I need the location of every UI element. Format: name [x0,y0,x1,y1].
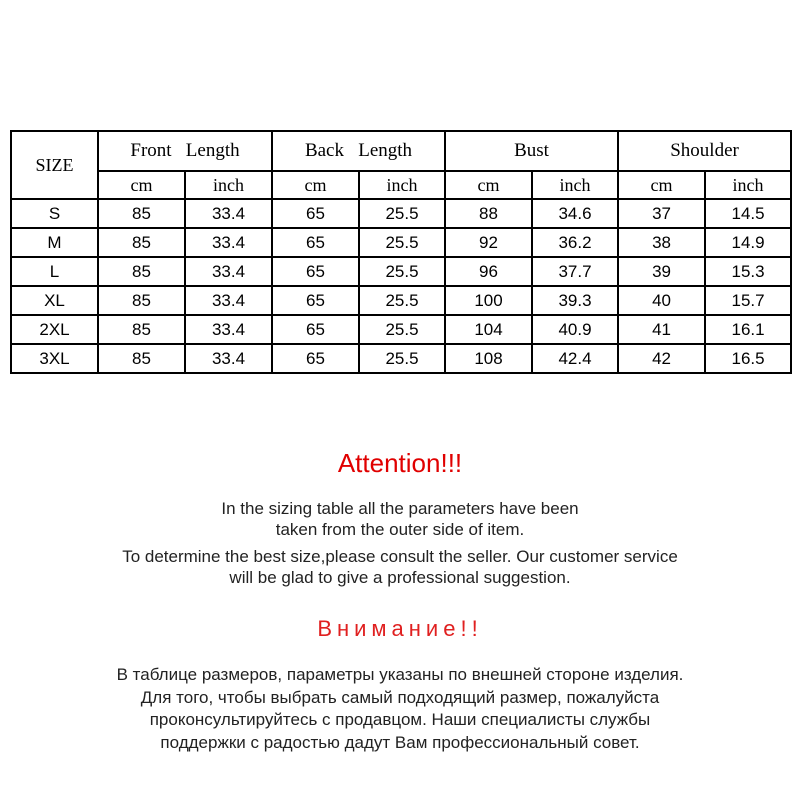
english-notice-line: To determine the best size,please consult the seller. Our customer service [122,547,678,566]
table-cell: 25.5 [359,286,445,315]
table-row [11,344,791,373]
unit-header-inch: inch [185,171,272,199]
size-cell: M [11,228,98,257]
attention-title: Attention!!! [337,448,463,478]
unit-header-cm: cm [445,171,532,199]
size-chart-table [10,130,792,374]
shoulder-header: Shoulder [618,131,791,171]
unit-header-cm: cm [272,171,359,199]
table-cell: 33.4 [185,199,272,228]
table-row [11,315,791,344]
table-cell: 25.5 [359,257,445,286]
size-header: SIZE [11,131,98,199]
table-cell: 25.5 [359,199,445,228]
table-cell: 40 [618,286,705,315]
front-length-header: Front Length [98,131,272,171]
back-length-header: Back Length [272,131,445,171]
table-cell: 42.4 [532,344,618,373]
english-notice-line: In the sizing table all the parameters have been [221,499,579,518]
english-notice [0,498,800,588]
table-cell: 65 [272,257,359,286]
table-cell: 15.3 [705,257,791,286]
table-cell: 85 [98,199,185,228]
table-cell: 85 [98,315,185,344]
russian-notice-line: В таблице размеров, параметры указаны по внешней стороне изделия. [116,665,684,684]
unit-header-cm: cm [98,171,185,199]
table-cell: 88 [445,199,532,228]
russian-notice-line: проконсультируйтесь с продавцом. Наши специалисты службы [149,710,651,729]
russian-notice-line: Для того, чтобы выбрать самый подходящий размер, пожалуйста [140,687,660,707]
table-cell: 85 [98,344,185,373]
table-cell: 25.5 [359,228,445,257]
size-cell: XL [11,286,98,315]
table-cell: 104 [445,315,532,344]
russian-attention-title: Внимание!! [317,616,483,641]
table-cell: 16.5 [705,344,791,373]
table-cell: 39 [618,257,705,286]
size-cell: 2XL [11,315,98,344]
table-cell: 34.6 [532,199,618,228]
table-cell: 37 [618,199,705,228]
table-cell: 36.2 [532,228,618,257]
table-cell: 92 [445,228,532,257]
table-cell: 38 [618,228,705,257]
table-cell: 96 [445,257,532,286]
table-cell: 40.9 [532,315,618,344]
table-cell: 25.5 [359,344,445,373]
table-cell: 37.7 [532,257,618,286]
english-notice-line: taken from the outer side of item. [275,520,525,539]
table-cell: 85 [98,228,185,257]
table-cell: 85 [98,257,185,286]
table-row [11,228,791,257]
russian-notice [0,664,800,754]
table-cell: 33.4 [185,228,272,257]
table-cell: 108 [445,344,532,373]
unit-header-inch: inch [359,171,445,199]
table-cell: 65 [272,286,359,315]
table-cell: 85 [98,286,185,315]
unit-header-cm: cm [618,171,705,199]
table-cell: 41 [618,315,705,344]
unit-header-inch: inch [705,171,791,199]
size-cell: L [11,257,98,286]
table-cell: 42 [618,344,705,373]
size-cell: S [11,199,98,228]
table-cell: 25.5 [359,315,445,344]
table-cell: 33.4 [185,315,272,344]
table-row [11,257,791,286]
table-cell: 100 [445,286,532,315]
table-cell: 65 [272,228,359,257]
table-cell: 65 [272,315,359,344]
table-cell: 14.9 [705,228,791,257]
table-cell: 39.3 [532,286,618,315]
table-cell: 33.4 [185,257,272,286]
size-cell: 3XL [11,344,98,373]
table-cell: 33.4 [185,344,272,373]
table-cell: 65 [272,344,359,373]
table-row [11,286,791,315]
english-notice-line: will be glad to give a professional suggestion. [229,568,571,587]
bust-header: Bust [445,131,618,171]
table-row [11,199,791,228]
table-cell: 15.7 [705,286,791,315]
unit-header-inch: inch [532,171,618,199]
russian-notice-line: поддержки с радостью дадут Вам профессиональный совет. [160,732,640,752]
table-cell: 33.4 [185,286,272,315]
table-cell: 65 [272,199,359,228]
table-cell: 14.5 [705,199,791,228]
table-cell: 16.1 [705,315,791,344]
